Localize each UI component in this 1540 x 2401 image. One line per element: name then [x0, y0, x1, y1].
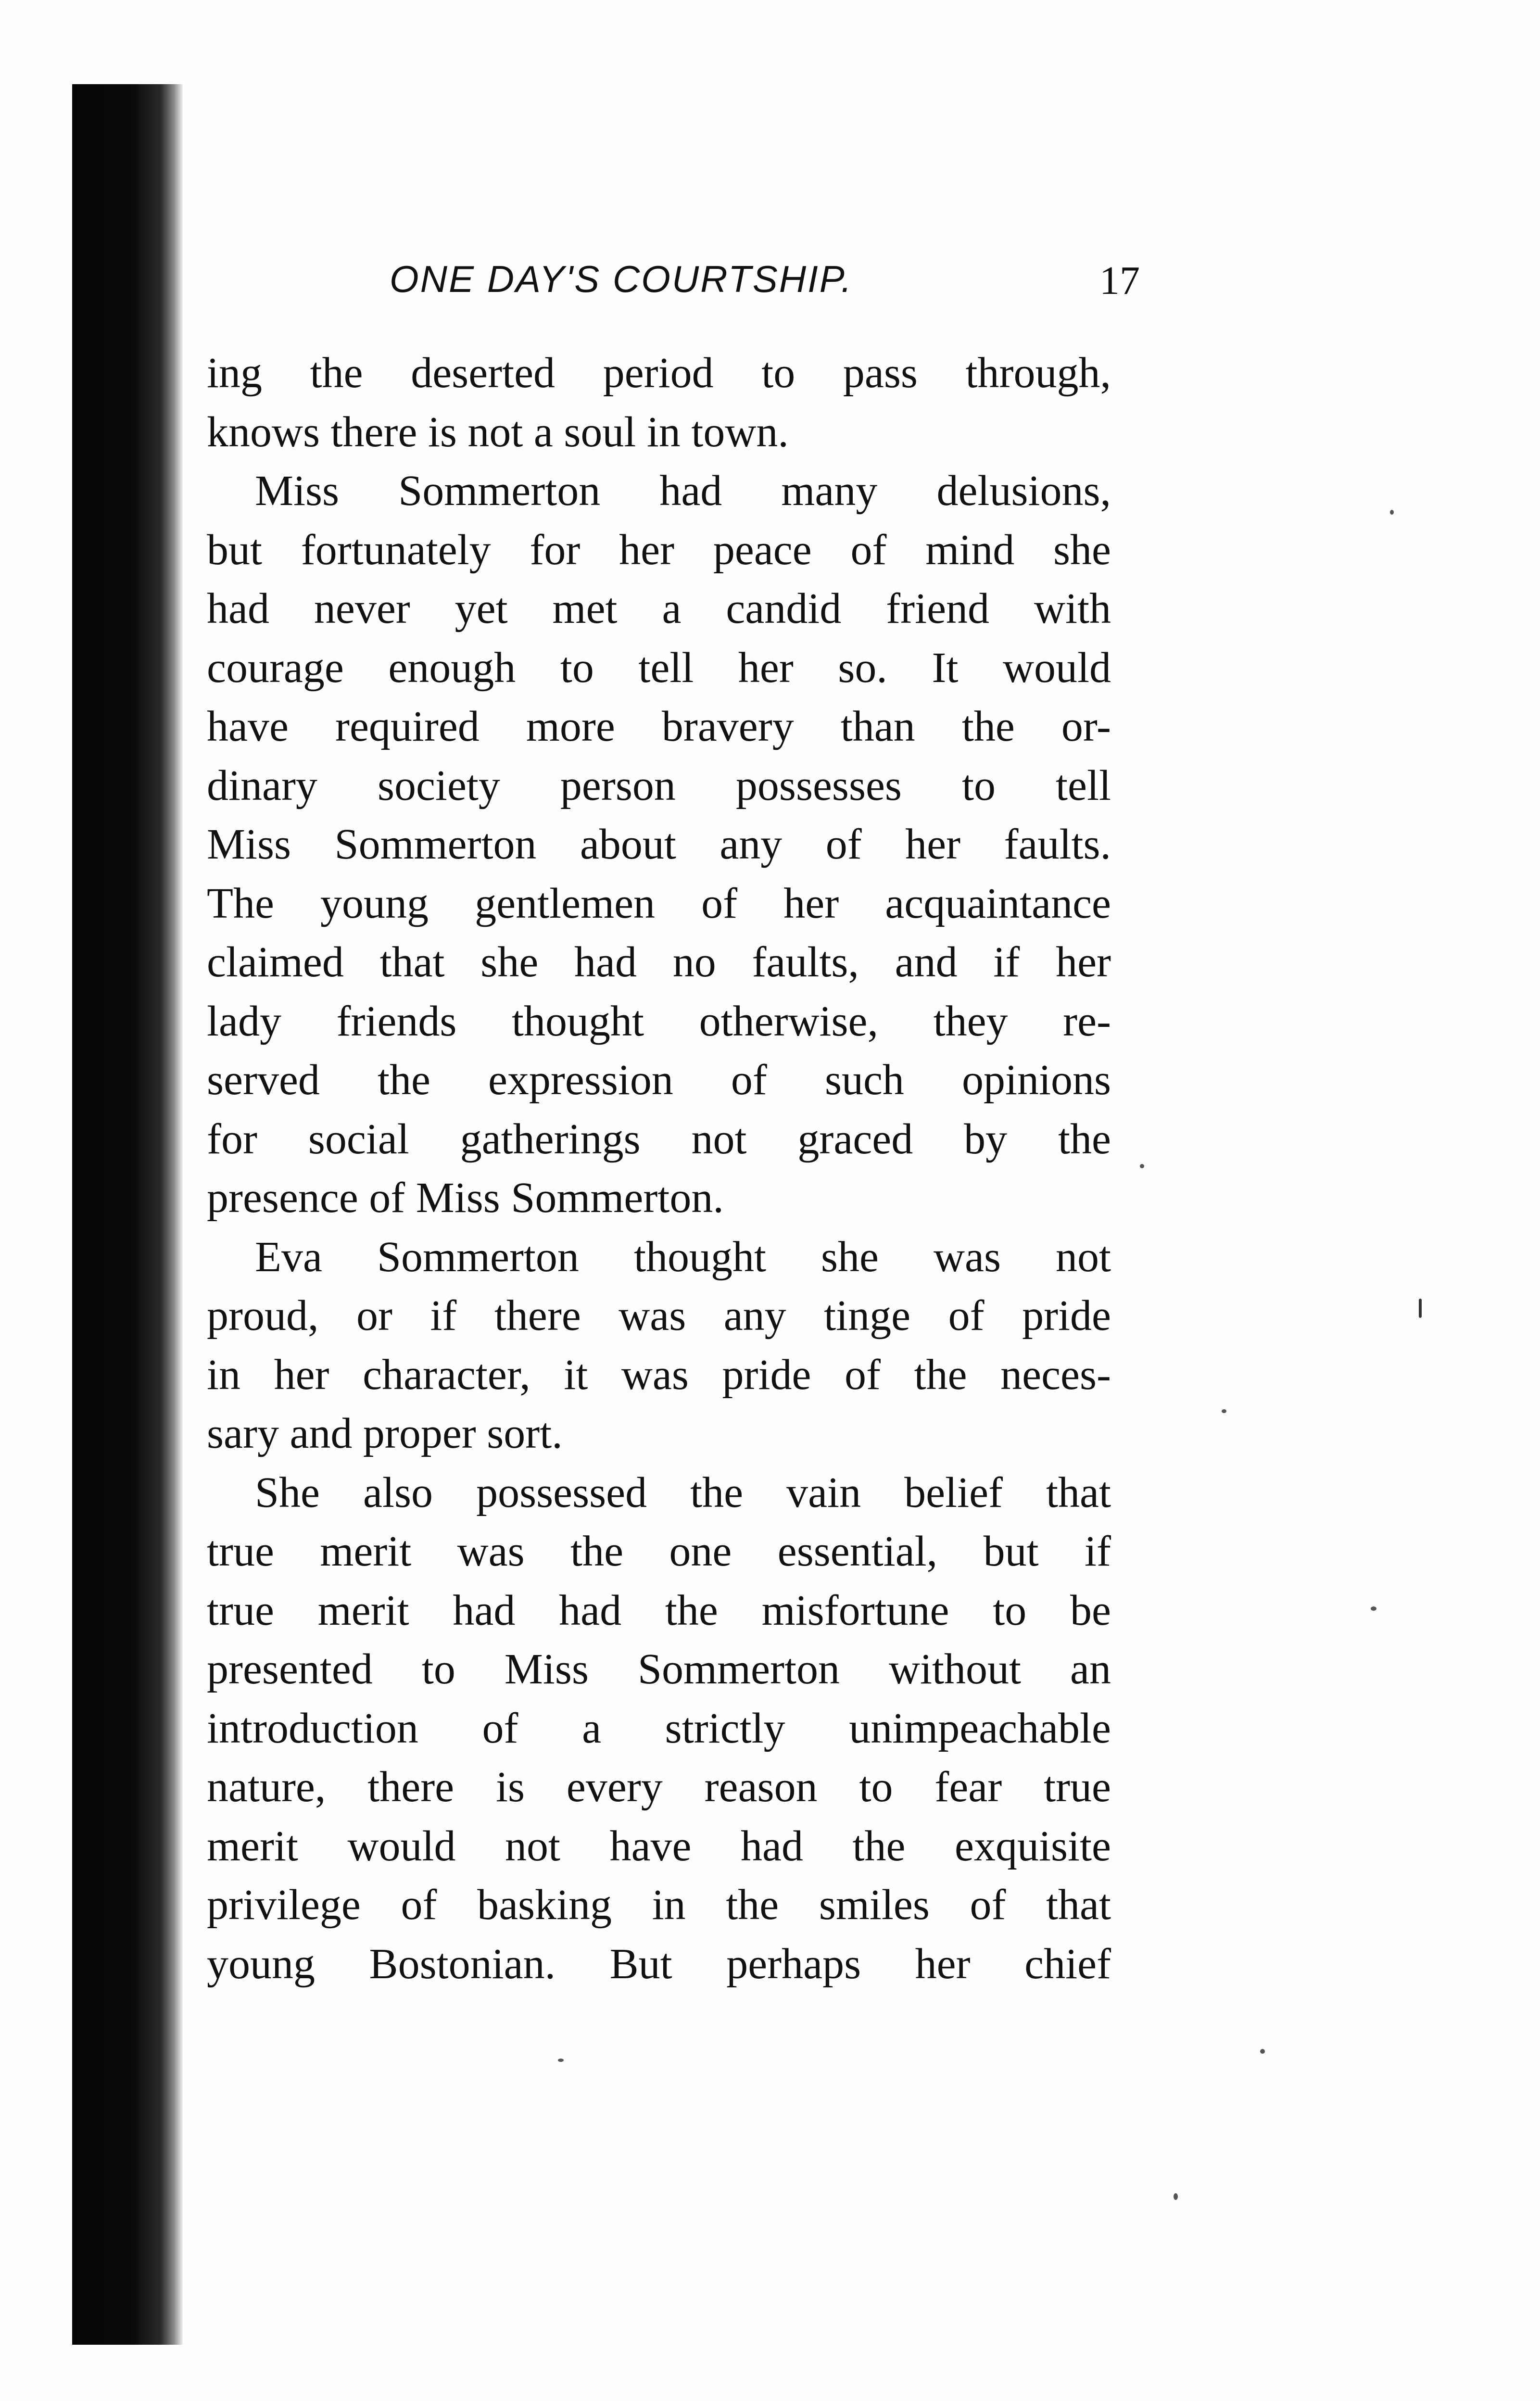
- text-line: knows there is not a soul in town.: [207, 408, 789, 456]
- text-line: true merit was the one essential, but if: [207, 1528, 1111, 1575]
- scan-speck: [1174, 2193, 1178, 2200]
- scan-speck: [1390, 510, 1394, 515]
- text-line: young Bostonian. But perhaps her chief: [207, 1940, 1111, 1988]
- text-line: but fortunately for her peace of mind she: [207, 526, 1111, 574]
- text-line: presented to Miss Sommerton without an: [207, 1645, 1111, 1693]
- text-line: claimed that she had no faults, and if her: [207, 938, 1111, 986]
- text-line: nature, there is every reason to fear true: [207, 1763, 1111, 1811]
- text-line: proud, or if there was any tinge of pride: [207, 1292, 1111, 1340]
- text-line: dinary society person possesses to tell: [207, 761, 1111, 809]
- text-line: Eva Sommerton thought she was not: [255, 1233, 1111, 1281]
- text-line: in her character, it was pride of the neces-: [207, 1351, 1111, 1399]
- scan-speck: [1260, 2049, 1265, 2054]
- text-line: presence of Miss Sommerton.: [207, 1174, 724, 1222]
- text-line: courage enough to tell her so. It would: [207, 644, 1111, 692]
- text-line: lady friends thought otherwise, they re-: [207, 997, 1111, 1045]
- scan-speck: [1371, 1606, 1376, 1611]
- text-line: served the expression of such opinions: [207, 1056, 1111, 1104]
- scan-speck: [1419, 1299, 1422, 1318]
- text-line: introduction of a strictly unimpeachable: [207, 1704, 1111, 1752]
- text-line: for social gatherings not graced by the: [207, 1115, 1111, 1163]
- text-line: true merit had had the misfortune to be: [207, 1586, 1111, 1634]
- text-line: Miss Sommerton had many delusions,: [255, 467, 1111, 515]
- running-head: [390, 257, 1140, 310]
- text-line: have required more bravery than the or-: [207, 703, 1111, 750]
- text-line: had never yet met a candid friend with: [207, 585, 1111, 632]
- text-line: privilege of basking in the smiles of that: [207, 1881, 1111, 1929]
- text-line: ing the deserted period to pass through,: [207, 349, 1111, 397]
- scan-speck: [1222, 1409, 1226, 1413]
- running-title: ONE DAY'S COURTSHIP.: [390, 258, 853, 300]
- text-line: She also possessed the vain belief that: [255, 1468, 1111, 1516]
- page-number: 17: [1099, 258, 1140, 303]
- binding-shadow: [72, 84, 183, 2345]
- text-line: The young gentlemen of her acquaintance: [207, 879, 1111, 927]
- scan-speck: [558, 2059, 564, 2062]
- body-text: [207, 344, 1111, 1994]
- text-line: sary and proper sort.: [207, 1410, 563, 1457]
- text-line: merit would not have had the exquisite: [207, 1822, 1111, 1870]
- text-line: Miss Sommerton about any of her faults.: [207, 821, 1111, 868]
- scan-speck: [1140, 1164, 1144, 1168]
